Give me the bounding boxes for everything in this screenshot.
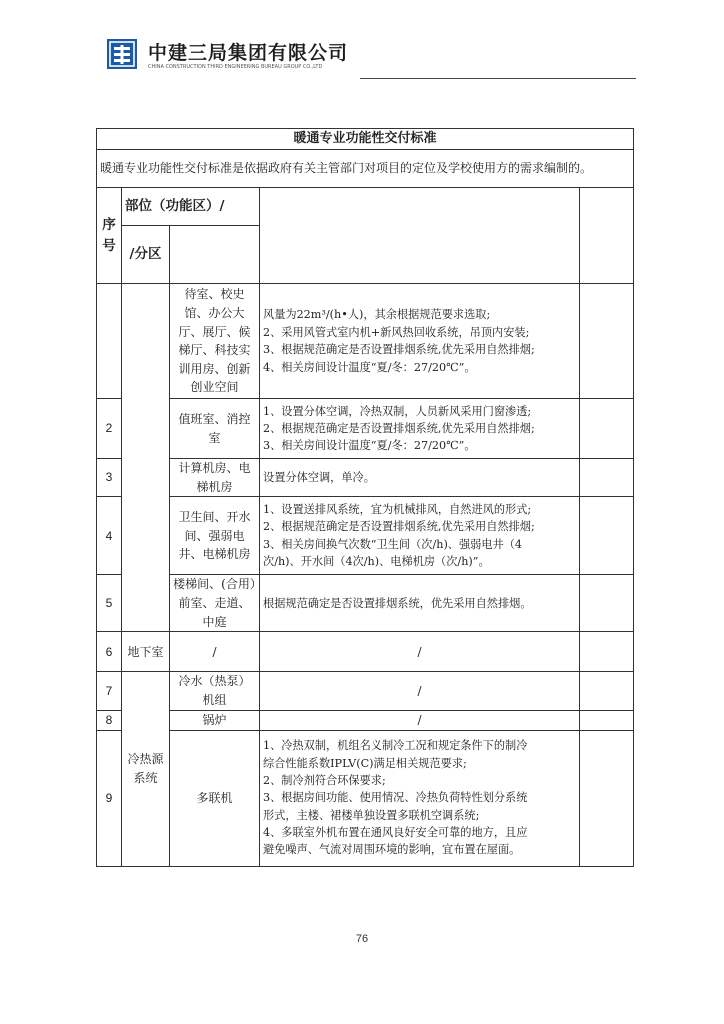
row-seq: 7: [97, 672, 122, 710]
row-area: 待室、校史馆、办公大厅、展厅、候梯厅、科技实训用房、创新创业空间: [170, 284, 260, 399]
req-line: 3、相关房间换气次数“卫生间（次/h)、强弱电井（4: [263, 537, 523, 551]
req-line: 1、设置送排风系统，宜为机械排风，自然进风的形式;: [263, 503, 532, 517]
table-title: 暖通专业功能性交付标准: [97, 129, 634, 150]
row-seq: 5: [97, 575, 122, 632]
row-requirements: [260, 730, 580, 866]
row-area: 计算机房、电梯机房: [170, 459, 260, 497]
row-note: [580, 284, 634, 399]
req-line: 次/h)、开水间（4次/h)、电梯机房（次/h)”。: [263, 555, 490, 569]
req-line: 1、设置分体空调，冷热双制，人员新风采用门窗渗透;: [263, 404, 532, 418]
row-area: 值班室、消控室: [170, 399, 260, 459]
req-line: 3、相关房间设计温度“夏/冬：27/20℃”。: [263, 439, 476, 453]
table-row: [97, 672, 634, 710]
row-seq: 3: [97, 459, 122, 497]
company-name-en: CHINA CONSTRUCTION THIRD ENGINEERING BUREAU GROUP CO.,LTD: [148, 64, 323, 70]
row-note: [580, 710, 634, 730]
req-line: 3、根据房间功能、使用情况、冷热负荷特性划分系统: [263, 791, 528, 805]
req-line: 3、根据规范确定是否设置排烟系统,优先采用自然排烟;: [263, 343, 535, 357]
intro-row: [97, 150, 634, 188]
req-line: 综合性能系数IPLV(C)满足相关规范要求;: [263, 756, 467, 770]
hvac-standard-table: [96, 128, 634, 867]
table-row: [97, 632, 634, 672]
req-line: 2、采用风管式室内机+新风热回收系统，吊顶内安装;: [263, 325, 530, 339]
req-line: 2、制冷剂符合环保要求;: [263, 773, 386, 787]
req-line: 4、多联室外机布置在通风良好安全可靠的地方，且应: [263, 826, 528, 840]
req-line: 2、根据规范确定是否设置排烟系统,优先采用自然排烟;: [263, 421, 535, 435]
company-name-cn: 中建三局集团有限公司: [148, 42, 349, 64]
row-requirements: /: [260, 672, 580, 710]
row-seq: 2: [97, 399, 122, 459]
row-seq: 6: [97, 632, 122, 672]
row-area: 卫生间、开水间、强弱电井、电梯机房: [170, 497, 260, 575]
row-note: [580, 497, 634, 575]
req-line: 1、冷热双制，机组名义制冷工况和规定条件下的制冷: [263, 739, 528, 753]
table-row: [97, 284, 634, 399]
table-row: [97, 459, 634, 497]
row-requirements: [260, 399, 580, 459]
page-header: [106, 38, 646, 88]
table-row: [97, 575, 634, 632]
req-line: 4、相关房间设计温度“夏/冬：27/20℃”。: [263, 360, 476, 374]
row-area: 楼梯间、(合用）前室、走道、中庭: [170, 575, 260, 632]
row-requirements: [260, 575, 580, 632]
row-area: 冷水（热泵）机组: [170, 672, 260, 710]
row-note: [580, 632, 634, 672]
row-area: /: [170, 632, 260, 672]
row-requirements: [260, 459, 580, 497]
row-note: [580, 672, 634, 710]
row-area: 锅炉: [170, 710, 260, 730]
req-line: 避免噪声、气流对周围环境的影响，宜布置在屋面。: [263, 843, 521, 857]
row-requirements: /: [260, 710, 580, 730]
page-number: 76: [355, 933, 369, 945]
header-seq: 序号: [97, 188, 122, 284]
row-seq: 9: [97, 730, 122, 866]
req-line: 风量为22m³/(h•人)，其余根据规范要求选取;: [263, 308, 491, 322]
table-row: [97, 497, 634, 575]
header-row: [97, 188, 634, 226]
table-row: [97, 399, 634, 459]
header-empty-area: [170, 226, 260, 284]
row-note: [580, 575, 634, 632]
row-zone: 地下室: [122, 632, 170, 672]
header-divider: [360, 78, 636, 79]
row-seq: 4: [97, 497, 122, 575]
row-note: [580, 399, 634, 459]
row-note: [580, 459, 634, 497]
company-logo: [106, 38, 138, 70]
table-row: [97, 730, 634, 866]
row-note: [580, 730, 634, 866]
row-requirements: [260, 497, 580, 575]
table-intro: 暖通专业功能性交付标准是依据政府有关主管部门对项目的定位及学校使用方的需求编制的。: [97, 150, 634, 188]
row-area: 多联机: [170, 730, 260, 866]
row-requirements: [260, 284, 580, 399]
header-location: 部位（功能区）/: [122, 188, 260, 226]
row-seq: [97, 284, 122, 399]
header-empty-note: [580, 188, 634, 284]
table-title-row: [97, 129, 634, 150]
req-line: 形式，主楼、裙楼单独设置多联机空调系统;: [263, 808, 480, 822]
header-sub: /分区: [122, 226, 170, 284]
row-zone: 冷热源系统: [122, 672, 170, 866]
table-row: [97, 710, 634, 730]
req-line: 2、根据规范确定是否设置排烟系统,优先采用自然排烟;: [263, 520, 535, 534]
req-line: 设置分体空调，单冷。: [263, 471, 375, 485]
row-requirements: /: [260, 632, 580, 672]
header-empty-req: [260, 188, 580, 284]
zone-cell-empty: [122, 284, 170, 632]
row-seq: 8: [97, 710, 122, 730]
req-line: 根据规范确定是否设置排烟系统，优先采用自然排烟。: [263, 596, 532, 610]
